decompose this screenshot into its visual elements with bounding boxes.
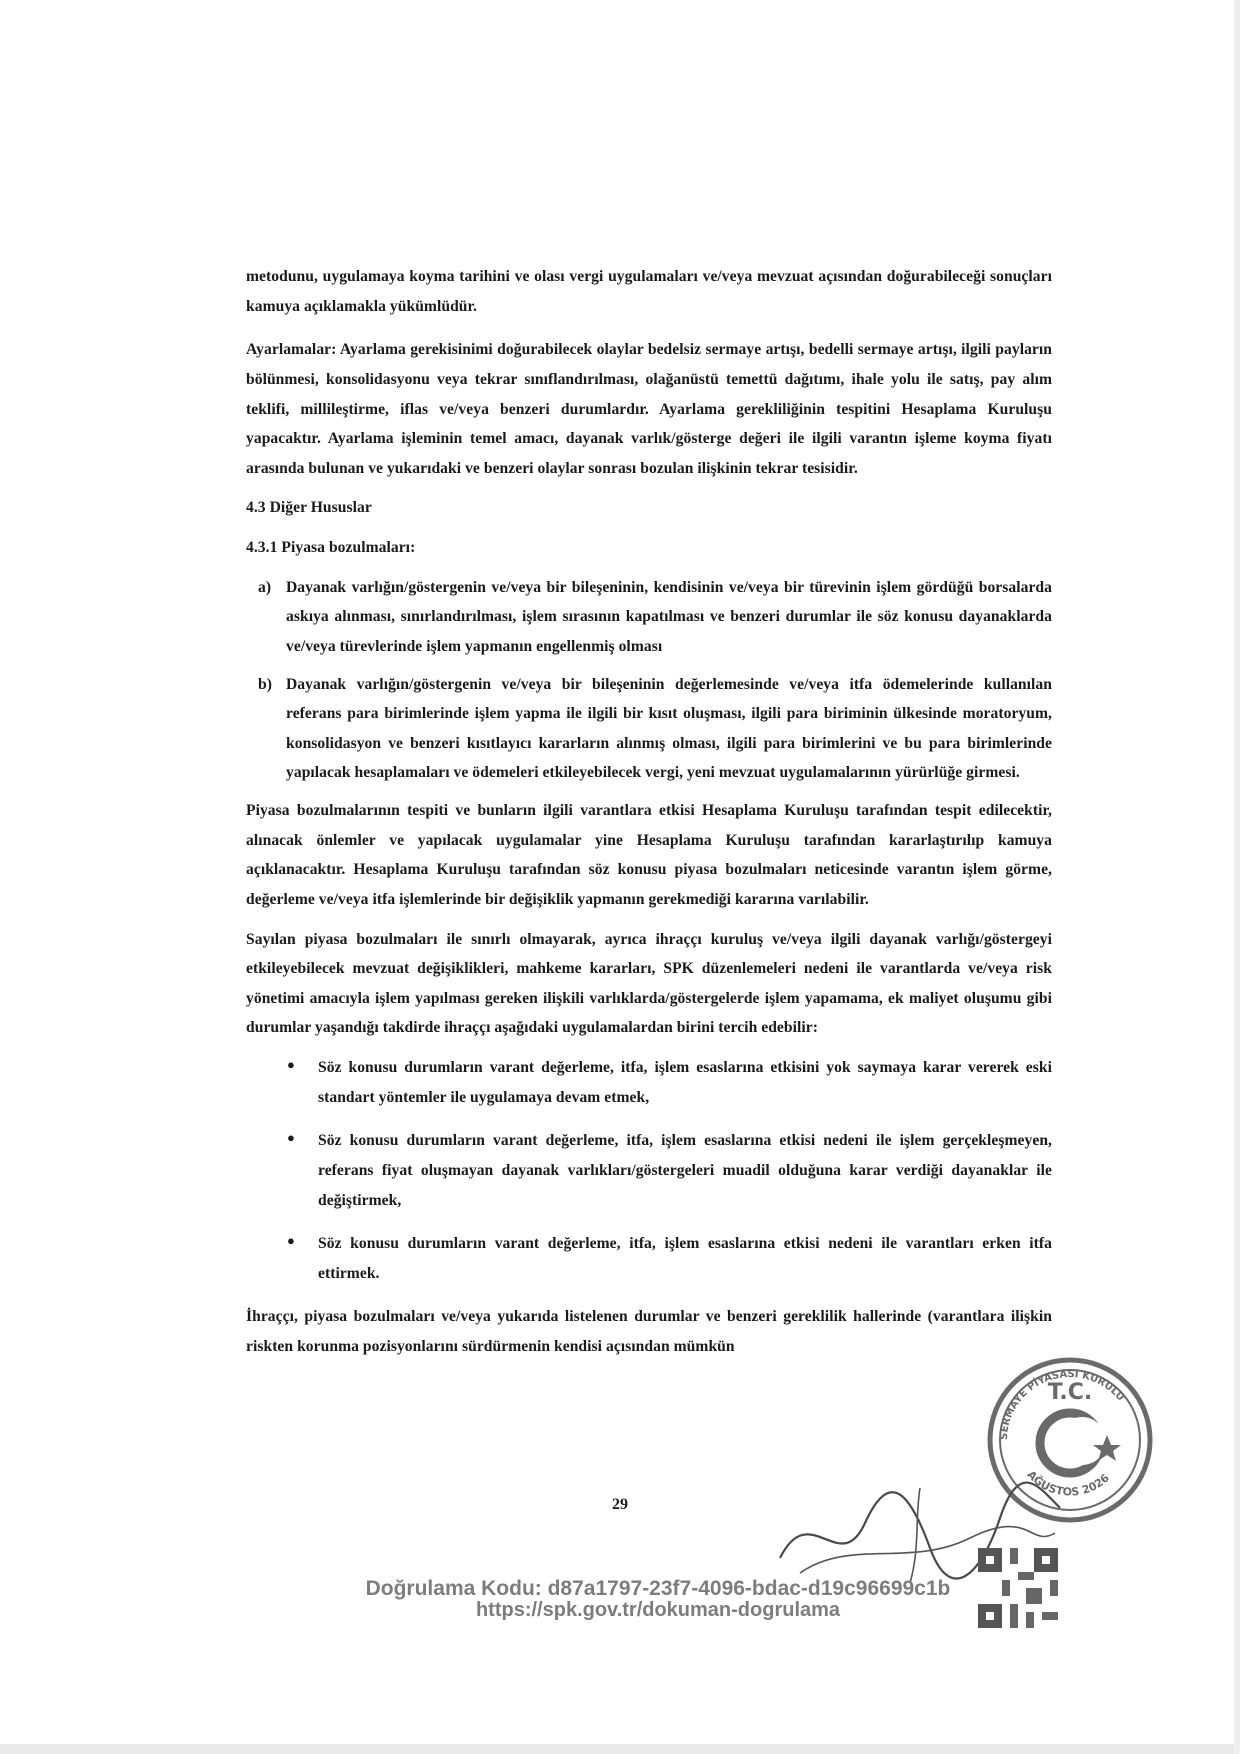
section-heading: 4.3 Diğer Hususlar	[246, 499, 372, 517]
list-marker: a)	[258, 578, 272, 596]
list-item	[246, 1053, 1052, 1112]
list-item-text: Söz konusu durumların varant değerleme, itfa, işlem esaslarına etkisi nedeni ile varantları erken itfa ettirmek.	[318, 1235, 1052, 1282]
list-item-text: Söz konusu durumların varant değerleme, itfa, işlem esaslarına etkisini yok saymaya karar vererek eski standart yöntemler ile uygulamaya devam etmek,	[318, 1059, 1052, 1106]
verification-code: Doğrulama Kodu: d87a1797-23f7-4096-bdac-d19c96699c1b	[365, 1577, 951, 1600]
paragraph: Sayılan piyasa bozulmaları ile sınırlı olmayarak, ayrıca ihraççı kuruluş ve/veya ilgili dayanak varlığı/göstergeyi etkileyebilecek mevzuat değişiklikleri, mahkeme kararları, SPK düzenlemeleri nedeni ile varantlarda ve/veya risk yönetimi amacıyla işlem yapılması gereken ilişkili varlıklarda/göstergelerde işlem yapamama, ek maliyet oluşumu gibi durumlar yaşandığı takdirde ihraççı aşağıdaki uygulamalardan birini tercih edebilir:	[246, 930, 1052, 1037]
document-body	[246, 262, 1052, 1372]
list-item-text: Dayanak varlığın/göstergenin ve/veya bir bileşeninin değerlemesinde ve/veya itfa ödemelerinde kullanılan referans para birimlerinde işlem yapma ile ilgili bir kısıt oluşması, ilgili para biriminin ülkesinde moratoryum, konsolidasyon ve benzeri kısıtlayıcı kararların alınmış olması, ilgili para birimlerini ve bu para birimlerinde yapılacak hesaplamaları ve ödemeleri etkileyebilecek vergi, yeni mevzuat uygulamalarının yürürlüğe girmesi.	[286, 675, 1052, 782]
adjustments-paragraph	[246, 335, 1052, 483]
adjustments-term: Ayarlamalar:	[246, 341, 337, 359]
continuation-paragraph: metodunu, uygulamaya koyma tarihini ve olası vergi uygulamaları ve/veya mevzuat açısından doğurabileceği sonuçları kamuya açıklamakla yükümlüdür.	[246, 268, 1052, 315]
list-item	[246, 573, 1052, 662]
bullet-icon: ●	[287, 1130, 295, 1146]
page-number: 29	[612, 1496, 628, 1513]
closing-paragraph: İhraççı, piyasa bozulmaları ve/veya yukarıda listelenen durumlar ve benzeri gereklilik hallerinde (varantlara ilişkin riskten korunma pozisyonlarını sürdürmenin kendisi açısından mümkün	[246, 1308, 1052, 1355]
list-marker: b)	[258, 675, 272, 693]
list-item	[246, 1229, 1052, 1288]
bullet-icon: ●	[287, 1233, 295, 1249]
verification-footer	[318, 1578, 998, 1620]
bullet-icon: ●	[287, 1057, 295, 1072]
issuer-options-list	[246, 1053, 1052, 1288]
market-disruption-list	[246, 573, 1052, 788]
list-item-text: Dayanak varlığın/göstergenin ve/veya bir bileşeninin, kendisinin ve/veya bir türevinin işlem gördüğü borsalarda askıya alınması, sınırlandırılması, işlem sırasının kapatılması ve benzeri durumlar ile söz konusu dayanaklarda ve/veya türevlerinde işlem yapmanın engellenmiş olması	[286, 578, 1052, 655]
list-item-text: Söz konusu durumların varant değerleme, itfa, işlem esaslarına etkisi nedeni ile işlem gerçekleşmeyen, referans fiyat oluşmayan dayanak varlıkları/göstergeleri muadil olduğuna karar verdiği dayanaklar ile değiştirmek,	[318, 1132, 1052, 1209]
adjustments-text: Ayarlama gerekisinimi doğurabilecek olaylar bedelsiz sermaye artışı, bedelli sermaye artışı, ilgili payların bölünmesi, konsolidasyonu veya tekrar sınıflandırılması, olağanüstü temettü dağıtımı, ihale yolu ile satış, pay alım teklifi, millileştirme, iflas ve/veya benzeri durumlardır. Ayarlama gerekliliğinin tespitini Hesaplama Kuruluşu yapacaktır. Ayarlama işleminin temel amacı, dayanak varlık/gösterge değeri ile ilgili varantın işleme koyma fiyatı arasında bulunan ve yukarıdaki ve benzeri olaylar sonrası bozulan ilişkinin tekrar tesisidir.	[246, 341, 1052, 477]
page-right-edge	[1234, 0, 1240, 1754]
page-bottom-edge	[0, 1744, 1240, 1754]
seal-center-text: T.C.	[1047, 1380, 1093, 1405]
qr-code-icon	[978, 1548, 1058, 1628]
subsection-heading: 4.3.1 Piyasa bozulmaları:	[246, 539, 416, 556]
seal-date-text: AĞUSTOS 2026	[1024, 1468, 1112, 1499]
paragraph: Piyasa bozulmalarının tespiti ve bunların ilgili varantlara etkisi Hesaplama Kuruluşu tarafından tespit edilecektir, alınacak önlemler ve yapılacak uygulamalar yine Hesaplama Kuruluşu tarafından kararlaştırılıp kamuya açıklanacaktır. Hesaplama Kuruluşu tarafından söz konusu piyasa bozulmaları neticesinde varantın işlem görme, değerleme ve/veya itfa işlemlerinde bir değişiklik yapmanın gerekmediği kararına varılabilir.	[246, 802, 1052, 908]
verification-url[interactable]: https://spk.gov.tr/dokuman-dogrulama	[475, 1599, 841, 1621]
list-item	[246, 1126, 1052, 1215]
seal-ring-text: SERMAYE PİYASASI KURULU	[998, 1368, 1126, 1441]
list-item	[246, 670, 1052, 789]
